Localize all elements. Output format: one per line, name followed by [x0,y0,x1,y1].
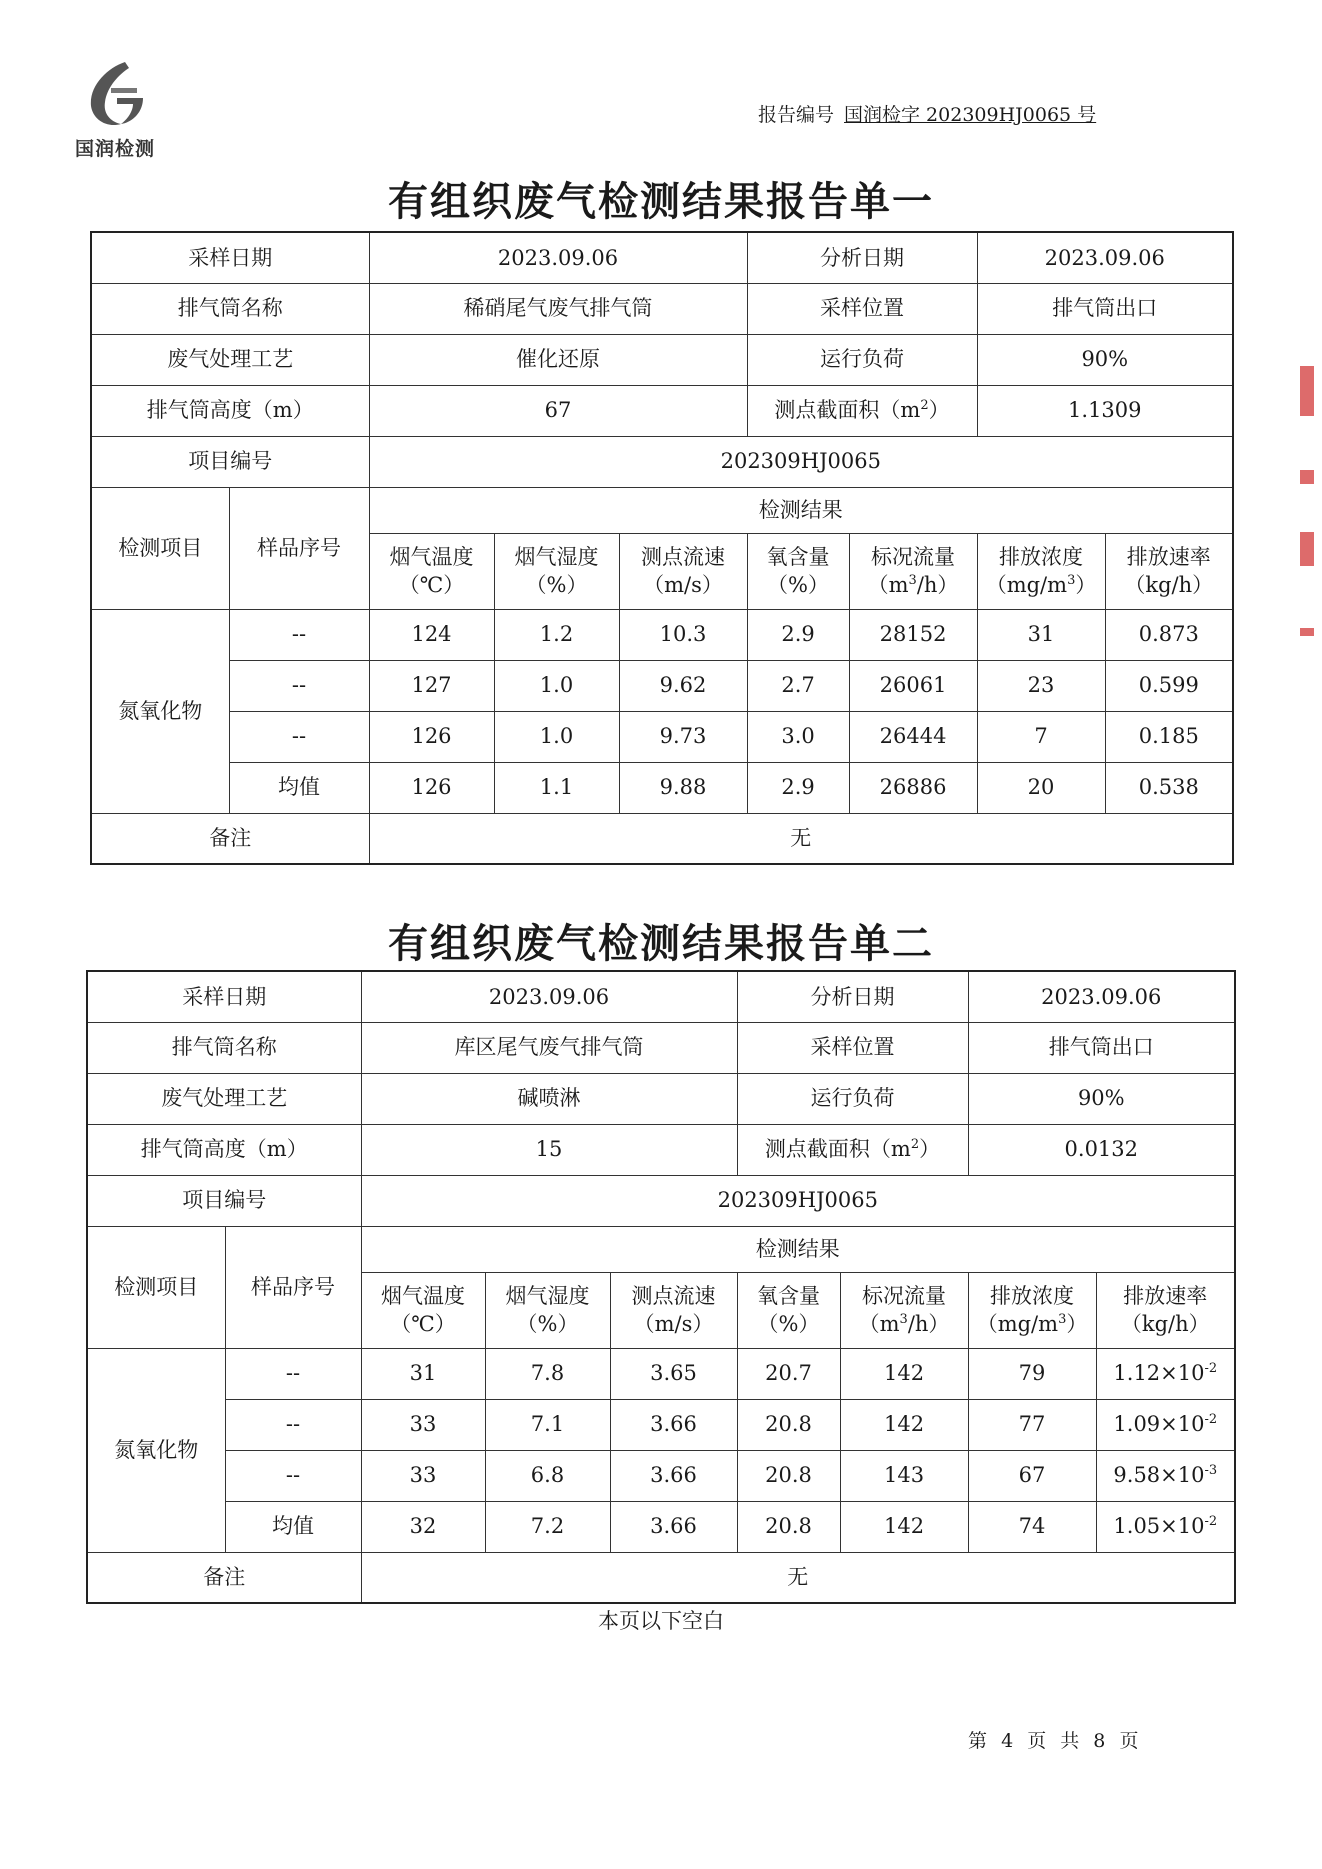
cell-rate: 0.185 [1105,711,1233,762]
col-flow [840,1272,968,1348]
cell-rate: 0.599 [1105,660,1233,711]
label-stack-height: 排气筒高度（m） [91,385,369,436]
label-test-item: 检测项目 [91,487,229,609]
table-row [91,660,1233,711]
label-stack-name: 排气筒名称 [87,1022,361,1073]
cell-oxygen: 2.9 [747,762,849,813]
col-oxygen [747,533,849,609]
cell-velocity: 3.66 [610,1501,737,1552]
cell-sample: -- [225,1348,361,1399]
value-operating-load: 90% [968,1073,1235,1124]
col-temp-name: 烟气温度 [381,1283,465,1308]
cell-humidity: 1.2 [494,609,619,660]
col-velocity [610,1272,737,1348]
value-sampling-location: 排气筒出口 [977,283,1233,334]
label-sample-no: 样品序号 [225,1226,361,1348]
cell-conc: 67 [968,1450,1096,1501]
section-area-suffix: ） [919,1137,941,1162]
value-pollutant: 氮氧化物 [87,1348,225,1552]
rate-base: 1.09×10 [1113,1412,1205,1437]
col-oxygen-name: 氧含量 [757,1283,821,1308]
label-test-results: 检测结果 [369,487,1233,533]
col-temp [361,1272,485,1348]
cell-rate [1096,1450,1235,1501]
value-project-no: 202309HJ0065 [369,436,1233,487]
cell-sample: -- [229,660,369,711]
cell-oxygen: 2.9 [747,609,849,660]
value-sampling-date: 2023.09.06 [361,971,737,1022]
report-table-1 [90,231,1234,865]
value-remark: 无 [361,1552,1235,1603]
cell-humidity: 1.1 [494,762,619,813]
table-row-mean [91,762,1233,813]
section-area-suffix: ） [928,398,950,423]
cell-oxygen: 20.8 [737,1399,840,1450]
cell-conc: 20 [977,762,1105,813]
label-sampling-date: 采样日期 [87,971,361,1022]
rate-base: 1.12×10 [1113,1361,1205,1386]
col-conc-unit-exp: 3 [1058,1312,1067,1327]
cell-velocity: 9.62 [619,660,747,711]
col-flow-name: 标况流量 [862,1283,947,1308]
cell-velocity: 3.66 [610,1450,737,1501]
cell-humidity: 7.8 [485,1348,610,1399]
col-rate [1105,533,1233,609]
value-section-area: 0.0132 [968,1124,1235,1175]
section-area-exp: 2 [910,1137,920,1153]
page-total: 8 [1093,1730,1110,1752]
report-number [758,100,1096,127]
cell-rate [1096,1348,1235,1399]
cell-temp: 33 [361,1399,485,1450]
cell-sample: 均值 [225,1501,361,1552]
value-stack-name: 稀硝尾气废气排气筒 [369,283,747,334]
seal-edge-mark [1300,470,1314,484]
cell-oxygen: 20.8 [737,1450,840,1501]
rate-exp: -2 [1204,1361,1218,1377]
cell-velocity: 9.88 [619,762,747,813]
cell-conc: 79 [968,1348,1096,1399]
value-stack-height: 15 [361,1124,737,1175]
col-conc-unit-suffix: ） [1075,573,1097,597]
cell-conc: 7 [977,711,1105,762]
report-number-label: 报告编号 [758,104,835,126]
seal-edge-mark [1300,532,1314,566]
col-velocity-name: 测点流速 [641,544,726,569]
table-row [87,1450,1235,1501]
label-remark: 备注 [87,1552,361,1603]
page-suffix: 页 [1119,1730,1143,1752]
rate-exp: -3 [1204,1463,1218,1479]
report-number-value: 国润检字 202309HJ0065 号 [844,104,1097,126]
cell-velocity: 9.73 [619,711,747,762]
value-stack-name: 库区尾气废气排气筒 [361,1022,737,1073]
table-row [87,1399,1235,1450]
col-conc-unit-suffix: ） [1066,1312,1088,1336]
col-flow-unit-exp: 3 [908,573,917,588]
cell-rate [1096,1399,1235,1450]
cell-sample: -- [225,1450,361,1501]
cell-humidity: 7.2 [485,1501,610,1552]
value-pollutant: 氮氧化物 [91,609,229,813]
col-flow-unit [841,1310,968,1338]
label-section-area [747,385,977,436]
label-analysis-date: 分析日期 [737,971,968,1022]
col-temp [369,533,494,609]
cell-temp: 126 [369,762,494,813]
cell-oxygen: 20.7 [737,1348,840,1399]
company-logo [60,58,170,161]
col-velocity-name: 测点流速 [631,1283,716,1308]
cell-flow: 142 [840,1399,968,1450]
value-analysis-date: 2023.09.06 [968,971,1235,1022]
page-mid: 页 共 [1027,1730,1084,1752]
seal-edge-mark [1300,628,1314,636]
report-title-1: 有组织废气检测结果报告单一 [388,179,934,225]
cell-flow: 26886 [849,762,977,813]
cell-oxygen: 3.0 [747,711,849,762]
label-project-no: 项目编号 [87,1175,361,1226]
cell-sample: -- [225,1399,361,1450]
col-temp-name: 烟气温度 [389,544,474,569]
label-stack-height: 排气筒高度（m） [87,1124,361,1175]
value-remark: 无 [369,813,1233,864]
label-section-area [737,1124,968,1175]
cell-oxygen: 2.7 [747,660,849,711]
col-flow-unit-suffix: /h） [916,573,959,597]
cell-velocity: 3.66 [610,1399,737,1450]
cell-flow: 26061 [849,660,977,711]
value-sampling-date: 2023.09.06 [369,232,747,283]
cell-flow: 28152 [849,609,977,660]
col-rate-name: 排放速率 [1123,1283,1208,1308]
cell-humidity: 6.8 [485,1450,610,1501]
col-velocity [619,533,747,609]
cell-rate: 0.538 [1105,762,1233,813]
col-flow-unit-prefix: （m [858,1312,900,1336]
page-prefix: 第 [968,1730,992,1752]
guorun-logo-icon [77,58,153,132]
label-operating-load: 运行负荷 [737,1073,968,1124]
col-flow-unit [850,571,977,599]
cell-rate [1096,1501,1235,1552]
col-rate-unit: （kg/h） [1124,573,1214,597]
value-project-no: 202309HJ0065 [361,1175,1235,1226]
cell-humidity: 1.0 [494,660,619,711]
table-row [87,1348,1235,1399]
cell-temp: 31 [361,1348,485,1399]
cell-humidity: 1.0 [494,711,619,762]
label-sampling-location: 采样位置 [737,1022,968,1073]
value-treatment-process: 催化还原 [369,334,747,385]
col-flow-unit-suffix: /h） [907,1312,950,1336]
report-table-2 [86,970,1236,1604]
label-remark: 备注 [91,813,369,864]
col-flow-unit-prefix: （m [867,573,909,597]
col-oxygen-name: 氧含量 [766,544,830,569]
cell-velocity: 3.65 [610,1348,737,1399]
cell-velocity: 10.3 [619,609,747,660]
rate-exp: -2 [1204,1412,1218,1428]
rate-base: 1.05×10 [1113,1514,1205,1539]
col-temp-unit: （℃） [390,1312,456,1336]
value-section-area: 1.1309 [977,385,1233,436]
cell-temp: 32 [361,1501,485,1552]
section-area-prefix: 测点截面积（m [764,1137,911,1162]
col-flow-name: 标况流量 [871,544,956,569]
cell-sample: -- [229,711,369,762]
cell-sample: 均值 [229,762,369,813]
col-velocity-unit: （m/s） [643,573,723,597]
cell-rate: 0.873 [1105,609,1233,660]
logo-text: 国润检测 [74,138,155,160]
label-sample-no: 样品序号 [229,487,369,609]
col-conc-unit-prefix: （mg/m [985,573,1068,597]
cell-flow: 143 [840,1450,968,1501]
col-oxygen-unit: （%） [757,1312,820,1336]
col-velocity-unit: （m/s） [633,1312,714,1336]
col-conc-unit [969,1310,1096,1338]
label-stack-name: 排气筒名称 [91,283,369,334]
section-area-prefix: 测点截面积（m [774,398,921,423]
page-current: 4 [1001,1730,1018,1752]
label-treatment-process: 废气处理工艺 [91,334,369,385]
col-conc [968,1272,1096,1348]
page-number [968,1726,1142,1753]
label-sampling-location: 采样位置 [747,283,977,334]
cell-sample: -- [229,609,369,660]
col-humidity [485,1272,610,1348]
cell-flow: 26444 [849,711,977,762]
col-conc-name: 排放浓度 [999,544,1084,569]
label-operating-load: 运行负荷 [747,334,977,385]
table-row-mean [87,1501,1235,1552]
cell-conc: 31 [977,609,1105,660]
value-sampling-location: 排气筒出口 [968,1022,1235,1073]
cell-flow: 142 [840,1348,968,1399]
rate-base: 9.58×10 [1113,1463,1205,1488]
col-flow [849,533,977,609]
col-humidity-name: 烟气湿度 [514,544,599,569]
col-conc [977,533,1105,609]
cell-oxygen: 20.8 [737,1501,840,1552]
cell-temp: 126 [369,711,494,762]
label-treatment-process: 废气处理工艺 [87,1073,361,1124]
cell-conc: 77 [968,1399,1096,1450]
cell-conc: 23 [977,660,1105,711]
col-oxygen [737,1272,840,1348]
blank-below-note: 本页以下空白 [598,1609,724,1633]
label-test-results: 检测结果 [361,1226,1235,1272]
col-oxygen-unit: （%） [767,573,830,597]
section-area-exp: 2 [920,398,929,414]
table-row [91,609,1233,660]
value-treatment-process: 碱喷淋 [361,1073,737,1124]
cell-flow: 142 [840,1501,968,1552]
col-conc-unit [978,571,1105,599]
label-analysis-date: 分析日期 [747,232,977,283]
col-conc-name: 排放浓度 [990,1283,1075,1308]
value-analysis-date: 2023.09.06 [977,232,1233,283]
label-test-item: 检测项目 [87,1226,225,1348]
col-rate [1096,1272,1235,1348]
col-humidity-unit: （%） [516,1312,579,1336]
col-conc-unit-prefix: （mg/m [976,1312,1059,1336]
label-sampling-date: 采样日期 [91,232,369,283]
col-temp-unit: （℃） [398,573,465,597]
value-operating-load: 90% [977,334,1233,385]
col-humidity [494,533,619,609]
cell-conc: 74 [968,1501,1096,1552]
cell-humidity: 7.1 [485,1399,610,1450]
cell-temp: 127 [369,660,494,711]
cell-temp: 124 [369,609,494,660]
label-project-no: 项目编号 [91,436,369,487]
col-flow-unit-exp: 3 [899,1312,908,1327]
table-row [91,711,1233,762]
col-humidity-unit: （%） [525,573,588,597]
value-stack-height: 67 [369,385,747,436]
col-humidity-name: 烟气湿度 [505,1283,590,1308]
rate-exp: -2 [1204,1514,1218,1530]
col-conc-unit-exp: 3 [1067,573,1076,588]
col-rate-name: 排放速率 [1126,544,1211,569]
report-title-2: 有组织废气检测结果报告单二 [388,921,934,967]
seal-edge-mark [1300,366,1314,416]
col-rate-unit: （kg/h） [1120,1312,1210,1336]
cell-temp: 33 [361,1450,485,1501]
